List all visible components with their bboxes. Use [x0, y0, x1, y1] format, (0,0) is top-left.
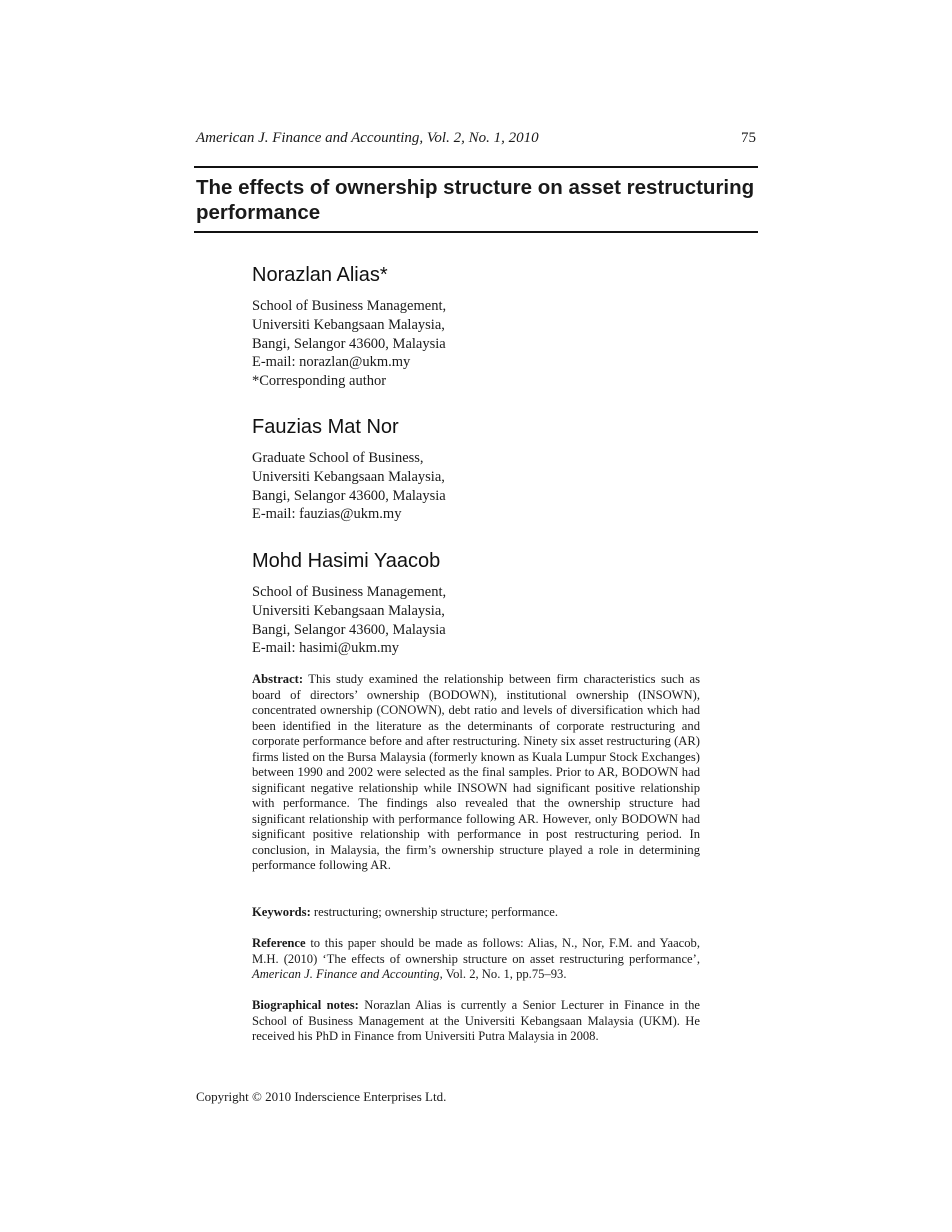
affiliation-line: Universiti Kebangsaan Malaysia, — [252, 316, 445, 333]
affiliation-line: Universiti Kebangsaan Malaysia, — [252, 602, 445, 619]
title-rule-bottom — [194, 231, 758, 233]
running-head — [196, 130, 756, 150]
author-email: E-mail: fauzias@ukm.my — [252, 506, 402, 523]
reference — [252, 936, 700, 983]
affiliation-line: Bangi, Selangor 43600, Malaysia — [252, 621, 446, 638]
abstract-text: This study examined the relationship between firm characteristics such as board of directors’ ownership (BODOWN), institutional ownership (INSOWN), concentrated ownership (CONOWN), debt ratio and levels of diversification which had been identified in the literature as the determinants of corporate restructuring and corporate performance before and after restructuring. Ninety six asset restructuring (AR) firms listed on the Bursa Malaysia (formerly known as Kuala Lumpur Stock Exchanges) between 1990 and 2002 were selected as the final samples. Prior to AR, BODOWN had significant negative relationship while INSOWN had significant positive relationship with performance. The findings also revealed that the ownership structure had significant relationship with performance following AR. However, only BODOWN had significant positive relationship with performance in post restructuring period. In conclusion, in Malaysia, the firm’s ownership structure played a role in determining performance following AR. — [252, 672, 700, 872]
affiliation-line: Bangi, Selangor 43600, Malaysia — [252, 487, 446, 504]
bio-text: Norazlan Alias is currently a Senior Lecturer in Finance in the School of Business Management at the Universiti Kebangsaan Malaysia (UKM). He received his PhD in Finance from Universiti Putra Malaysia in 2008. — [252, 998, 700, 1043]
reference-text: to this paper should be made as follows: Alias, N., Nor, F.M. and Yaacob, M.H. (2010) ‘The effects of ownership structure on asset restructuring performance’, — [252, 936, 700, 966]
affiliation-line: School of Business Management, — [252, 584, 447, 600]
corresponding-author-note: *Corresponding author — [252, 373, 387, 390]
reference-journal: American J. Finance and Accounting — [252, 967, 440, 981]
journal-citation: American J. Finance and Accounting, Vol. 2, No. 1, 2010 — [196, 130, 539, 146]
affiliation-line: Universiti Kebangsaan Malaysia, — [252, 468, 445, 485]
page-number: 75 — [741, 130, 756, 146]
author-affiliation — [252, 297, 552, 391]
copyright-notice: Copyright © 2010 Inderscience Enterprises Ltd. — [196, 1089, 447, 1104]
author-email: E-mail: hasimi@ukm.my — [252, 640, 400, 657]
reference-label: Reference — [252, 936, 306, 950]
reference-details: , Vol. 2, No. 1, pp.75–93. — [439, 967, 567, 981]
abstract-label: Abstract: — [252, 672, 304, 686]
affiliation-line: Graduate School of Business, — [252, 450, 424, 466]
paper-title: The effects of ownership structure on asset restructuring performance — [196, 176, 755, 224]
keywords — [252, 905, 700, 921]
author-email: E-mail: norazlan@ukm.my — [252, 354, 411, 371]
author-affiliation — [252, 583, 552, 658]
abstract — [252, 672, 700, 874]
author-name: Fauzias Mat Nor — [252, 416, 399, 438]
title-rule-top — [194, 166, 758, 168]
keywords-text: restructuring; ownership structure; performance. — [313, 905, 559, 919]
bio-label: Biographical notes: — [252, 998, 359, 1012]
author-name: Mohd Hasimi Yaacob — [252, 550, 441, 572]
affiliation-line: Bangi, Selangor 43600, Malaysia — [252, 335, 446, 352]
author-name: Norazlan Alias* — [252, 264, 388, 286]
author-affiliation — [252, 449, 552, 524]
keywords-label: Keywords: — [252, 905, 311, 919]
affiliation-line: School of Business Management, — [252, 298, 447, 314]
biographical-notes — [252, 998, 700, 1045]
